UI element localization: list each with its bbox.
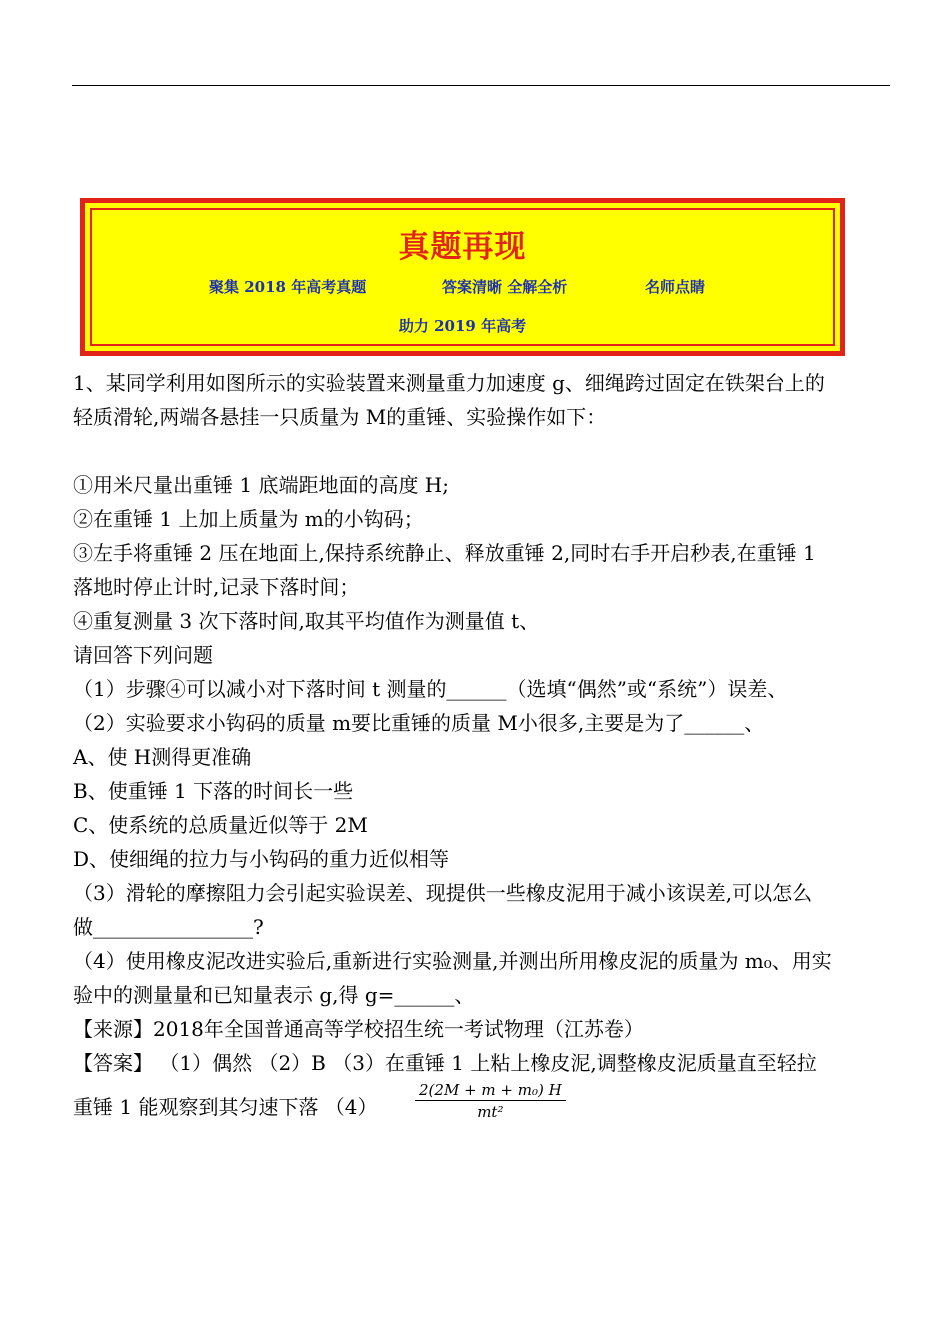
banner [80,198,845,356]
step-3: ③左手将重锤 2 压在地面上,保持系统静止、释放重锤 2,同时右手开启秒表,在重锤 1 [73,541,816,565]
step-4: ④重复测量 3 次下落时间,取其平均值作为测量值 t、 [73,609,540,633]
option-c: C、使系统的总质量近似等于 2M [73,813,368,837]
banner-tagline-2: 答案清晰 全解全析 [442,278,568,296]
step-2: ②在重锤 1 上加上质量为 m的小钩码； [73,507,424,531]
sub-question-2: （2）实验要求小钩码的质量 m要比重锤的质量 M小很多,主要是为了______、 [73,711,765,735]
answer-text: 重锤 1 能观察到其匀速下落 （4） [73,1095,378,1119]
option-b: B、使重锤 1 下落的时间长一些 [73,779,354,803]
question-body [73,366,893,1138]
step-1: ①用米尺量出重锤 1 底端距地面的高度 H; [73,473,449,497]
question-line: 轻质滑轮,两端各悬挂一只质量为 M的重锤、实验操作如下： [73,405,607,429]
question-line: 1、某同学利用如图所示的实验装置来测量重力加速度 g、细绳跨过固定在铁架台上的 [73,371,825,395]
step-3-cont: 落地时停止计时,记录下落时间； [73,575,360,599]
fraction-numerator: 2(2M + m + m₀) H [415,1080,566,1101]
answer-line: 【答案】 （1）偶然 （2）B （3）在重锤 1 上粘上橡皮泥,调整橡皮泥质量直至轻拉 [73,1051,817,1075]
banner-taglines [85,276,840,296]
sub-question-3: （3）滑轮的摩擦阻力会引起实验误差、现提供一些橡皮泥用于减小该误差,可以怎么 [73,881,813,905]
sub-question-1: （1）步骤④可以减小对下落时间 t 测量的______（选填“偶然”或“系统”）误差、 [73,677,788,701]
option-d: D、使细绳的拉力与小钩码的重力近似相等 [73,847,450,871]
banner-tagline-1: 聚集 2018 年高考真题 [209,278,367,296]
sub-question-4: （4）使用橡皮泥改进实验后,重新进行实验测量,并测出所用橡皮泥的质量为 m₀、用实 [73,949,832,973]
answer-line-2 [73,1080,893,1138]
fraction-denominator: mt² [477,1103,504,1121]
prompt: 请回答下列问题 [73,643,213,667]
header-rule [72,85,890,86]
banner-tagline-4: 助力 2019 年高考 [398,317,527,335]
option-a: A、使 H测得更准确 [73,745,252,769]
answer-fraction [415,1080,566,1123]
sub-question-3-cont: 做________________? [73,915,264,939]
banner-tagline-3: 名师点睛 [645,278,706,296]
banner-title: 真题再现 [398,229,527,265]
sub-question-4-cont: 验中的测量量和已知量表示 g,得 g=______、 [73,983,475,1007]
source-line: 【来源】2018年全国普通高等学校招生统一考试物理（江苏卷） [73,1017,644,1041]
